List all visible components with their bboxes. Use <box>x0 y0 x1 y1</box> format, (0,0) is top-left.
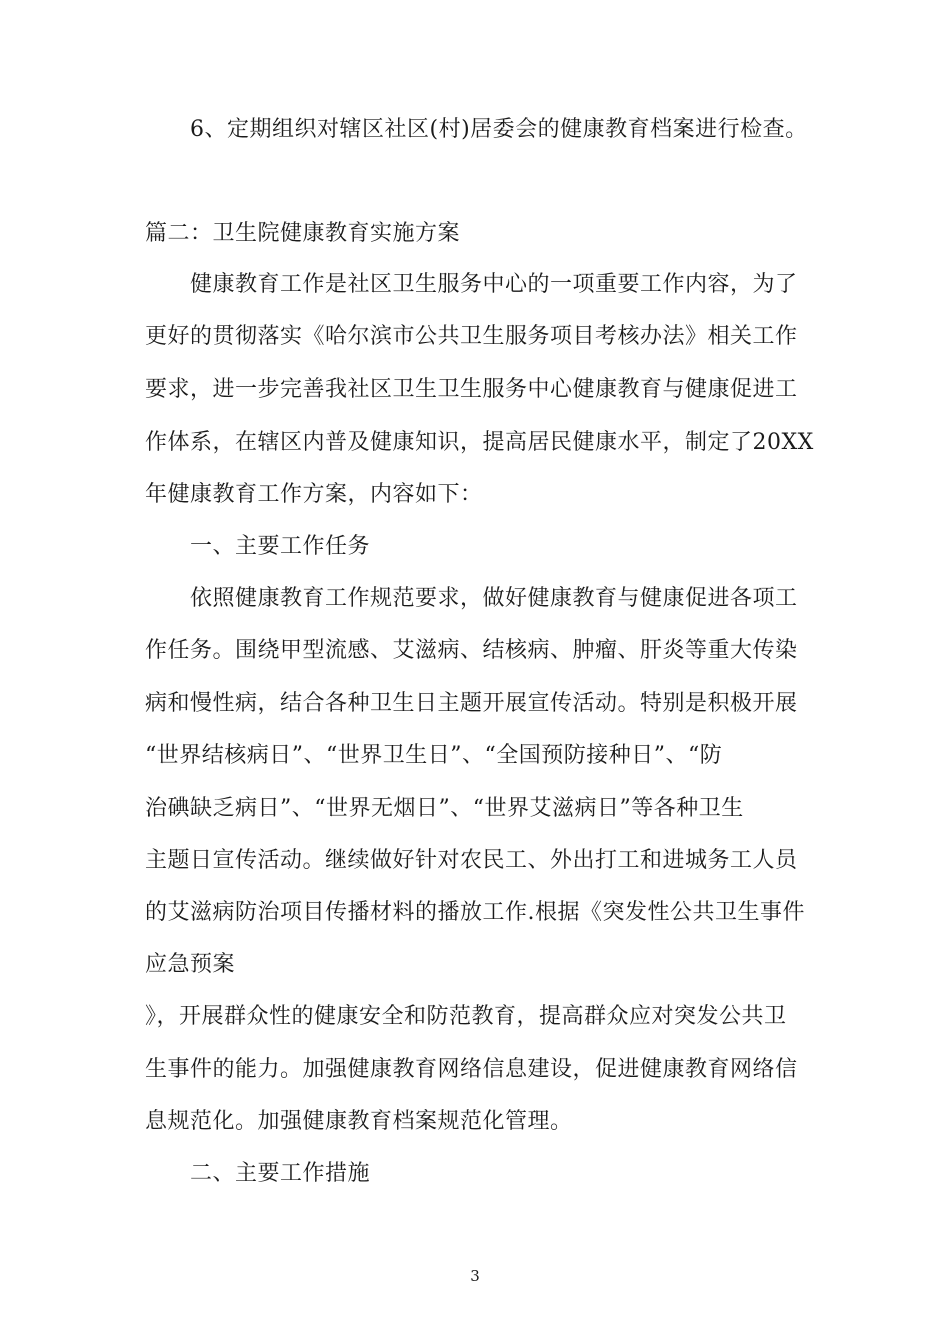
paragraph-line: “世界结核病日”、“世界卫生日”、“全国预防接种日”、“防 <box>145 743 723 768</box>
paragraph-line: 》，开展群众性的健康安全和防范教育，提高群众应对突发公共卫 <box>145 1004 787 1029</box>
heading-main-measures: 二、主要工作措施 <box>190 1161 371 1186</box>
paragraph-line: 更好的贯彻落实《哈尔滨市公共卫生服务项目考核办法》相关工作 <box>145 324 798 349</box>
paragraph-line: 主题日宣传活动。继续做好针对农民工、外出打工和进城务工人员 <box>145 848 798 873</box>
section-title: 篇二：卫生院健康教育实施方案 <box>145 221 461 246</box>
list-item-6: 6、定期组织对辖区社区(村)居委会的健康教育档案进行检查。 <box>190 117 808 142</box>
paragraph-line: 作任务。围绕甲型流感、艾滋病、结核病、肿瘤、肝炎等重大传染 <box>145 638 798 663</box>
paragraph-line: 生事件的能力。加强健康教育网络信息建设，促进健康教育网络信 <box>145 1057 798 1082</box>
paragraph-line: 病和慢性病，结合各种卫生日主题开展宣传活动。特别是积极开展 <box>145 691 798 716</box>
paragraph-line: 的艾滋病防治项目传播材料的播放工作.根据《突发性公共卫生事件 <box>145 900 805 925</box>
paragraph-line: 作体系，在辖区内普及健康知识，提高居民健康水平，制定了20XX <box>145 430 814 455</box>
paragraph-line: 息规范化。加强健康教育档案规范化管理。 <box>145 1109 573 1134</box>
paragraph-line: 年健康教育工作方案，内容如下： <box>145 482 483 507</box>
paragraph-line: 要求，进一步完善我社区卫生卫生服务中心健康教育与健康促进工 <box>145 377 798 402</box>
page-number: 3 <box>470 1267 480 1285</box>
paragraph-line: 依照健康教育工作规范要求，做好健康教育与健康促进各项工 <box>190 586 798 611</box>
heading-main-tasks: 一、主要工作任务 <box>190 534 371 559</box>
paragraph-line: 治碘缺乏病日”、“世界无烟日”、“世界艾滋病日”等各种卫生 <box>145 796 744 821</box>
paragraph-line: 健康教育工作是社区卫生服务中心的一项重要工作内容，为了 <box>190 272 798 297</box>
paragraph-line: 应急预案 <box>145 952 236 977</box>
